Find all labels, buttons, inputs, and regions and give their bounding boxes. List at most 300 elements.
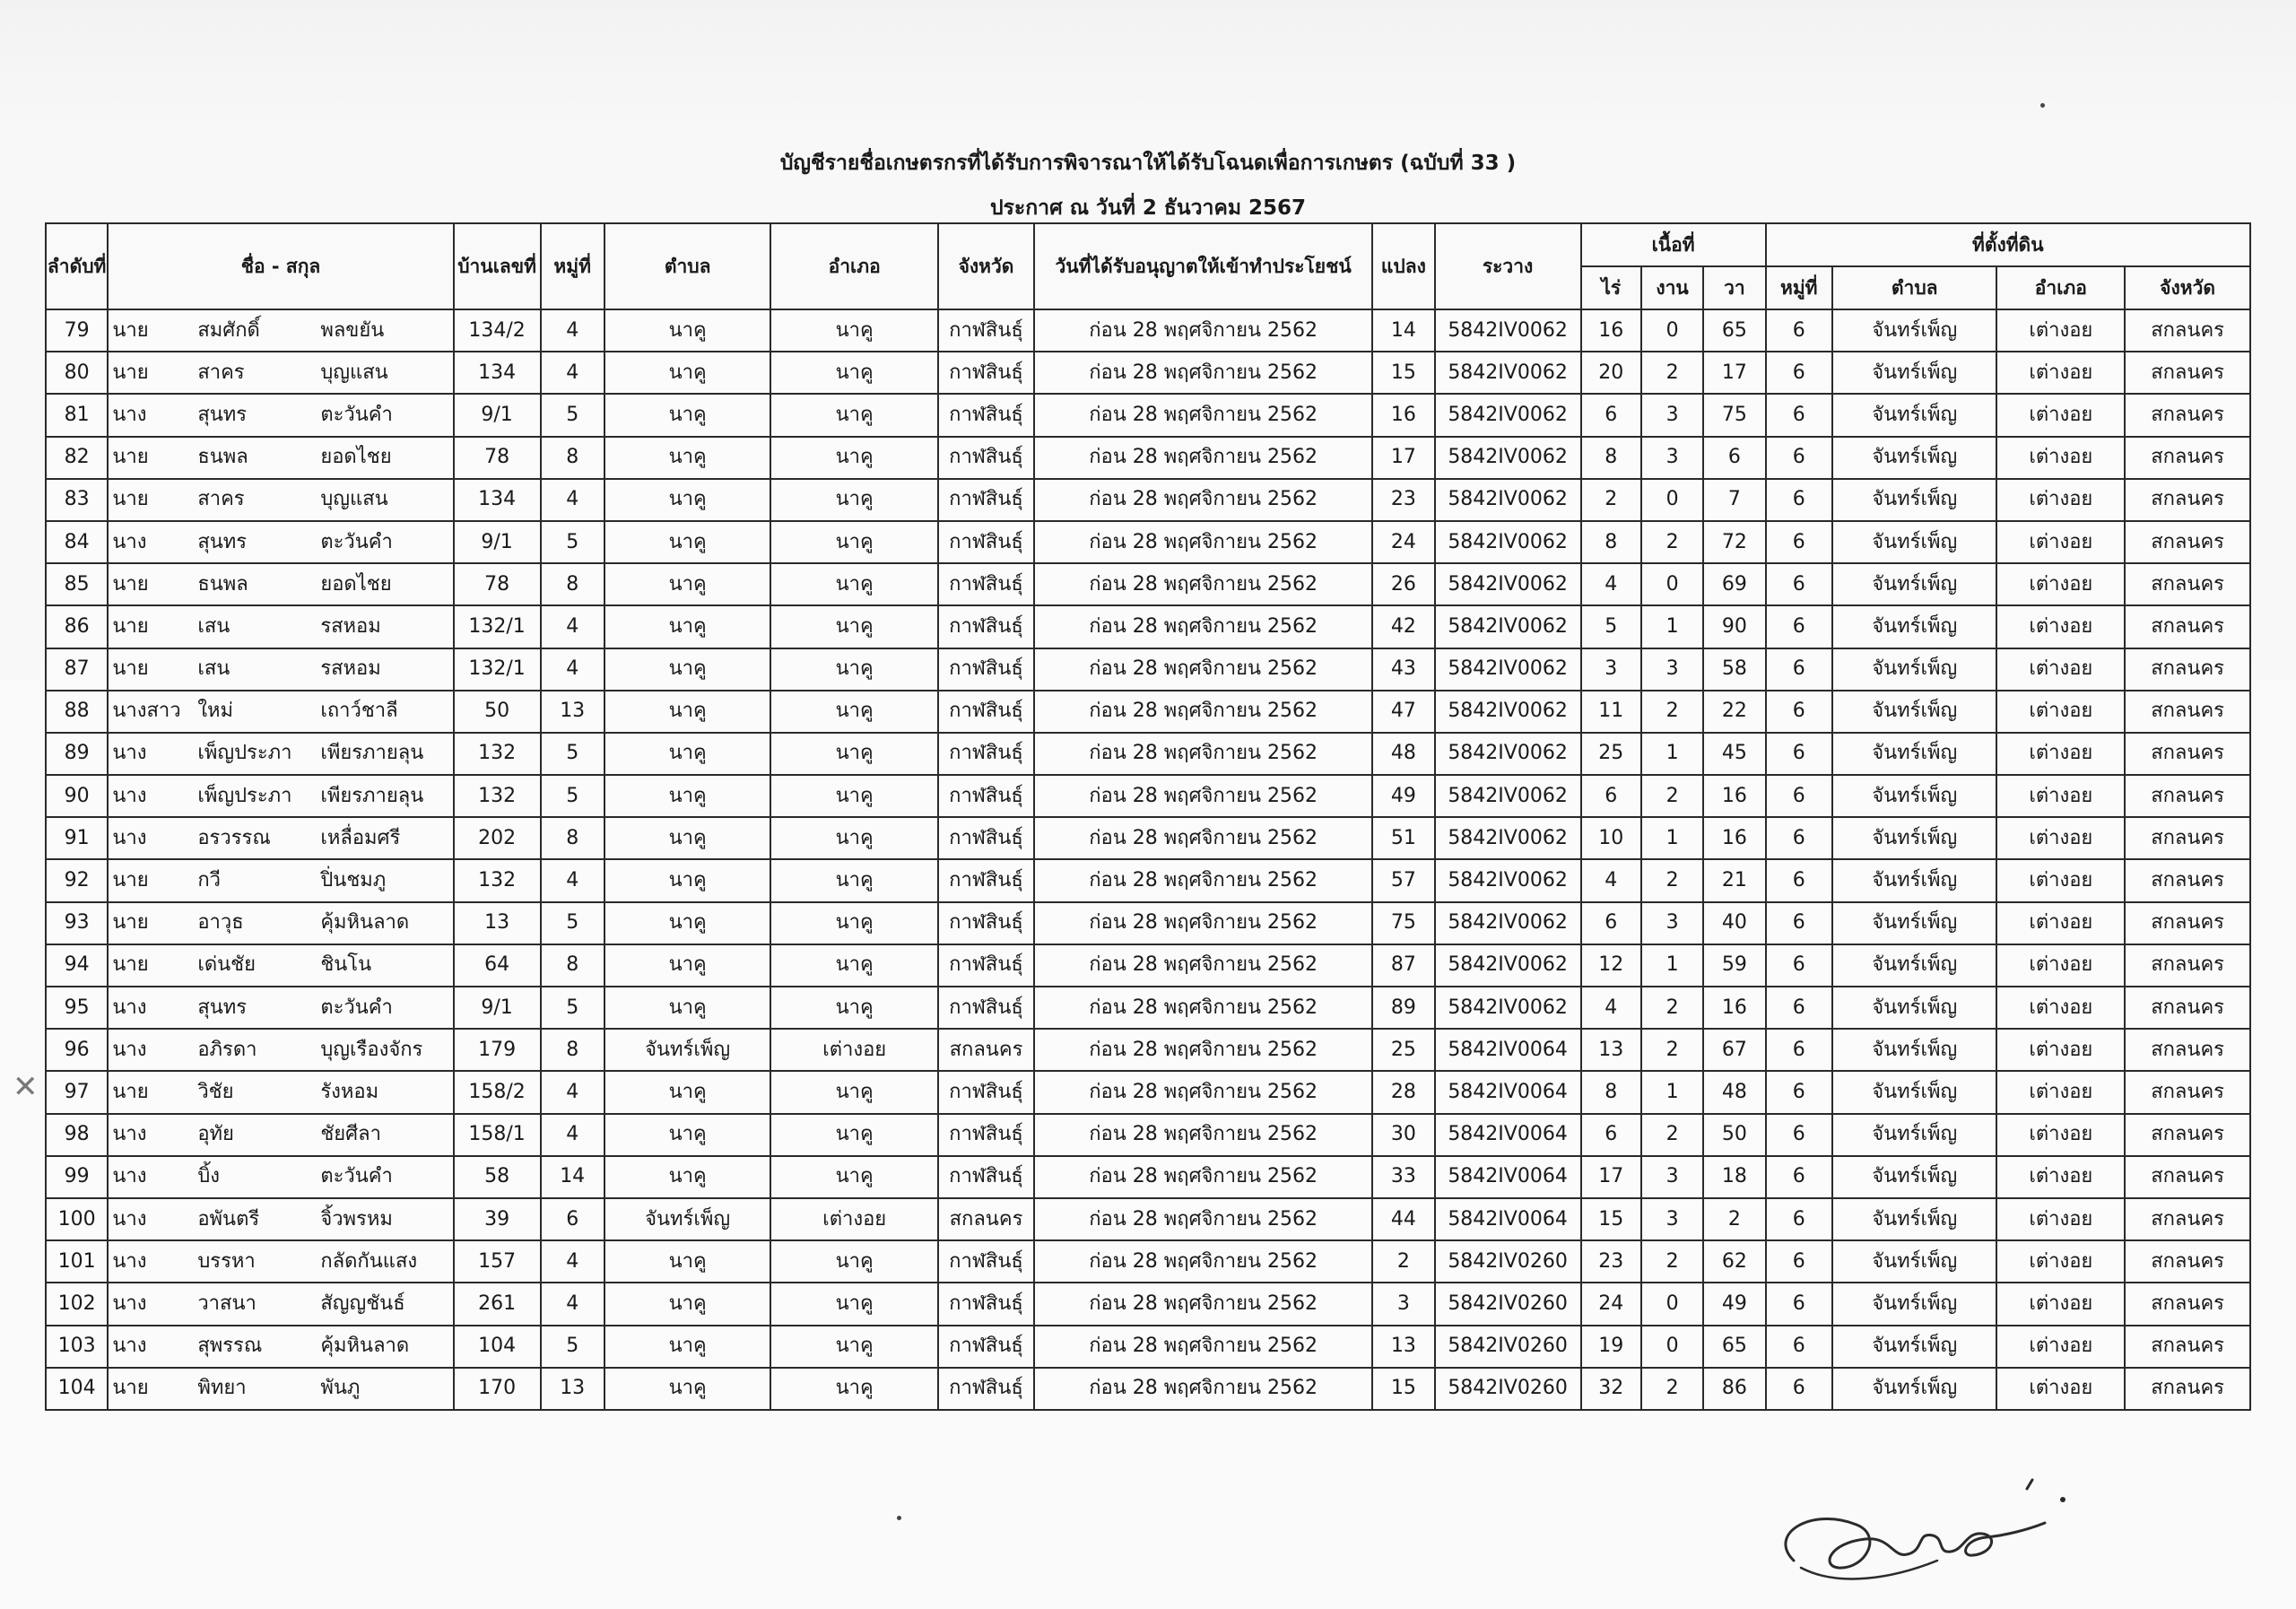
cell-tambon: นาคู — [604, 1326, 771, 1368]
cell-house: 157 — [454, 1240, 541, 1283]
cell-ltambon: จันทร์เพ็ญ — [1832, 775, 1997, 817]
cell-wa: 75 — [1703, 394, 1765, 436]
cell-no: 88 — [46, 691, 108, 733]
name-prefix: นาง — [112, 1335, 147, 1358]
cell-rai: 32 — [1581, 1368, 1641, 1410]
table-row — [46, 437, 2250, 479]
cell-sheet: 5842IV0062 — [1435, 605, 1581, 648]
cell-date: ก่อน 28 พฤศจิกายน 2562 — [1034, 1114, 1372, 1156]
table-row — [46, 1283, 2250, 1325]
cell-ltambon: จันทร์เพ็ญ — [1832, 859, 1997, 901]
cell-ltambon: จันทร์เพ็ญ — [1832, 902, 1997, 944]
cell-province: กาฬสินธุ์ — [938, 1240, 1034, 1283]
cell-no: 81 — [46, 394, 108, 436]
cell-lprovince: สกลนคร — [2125, 1368, 2250, 1410]
cell-province: กาฬสินธุ์ — [938, 944, 1034, 987]
cell-lmoo: 6 — [1766, 1283, 1832, 1325]
cell-plot: 43 — [1372, 648, 1434, 691]
cell-province: กาฬสินธุ์ — [938, 648, 1034, 691]
cell-plot: 89 — [1372, 987, 1434, 1029]
cell-lamphoe: เต่างอย — [1996, 521, 2125, 563]
cell-plot: 23 — [1372, 479, 1434, 521]
name-first: อพันตรี — [197, 1207, 260, 1231]
cell-house: 39 — [454, 1198, 541, 1240]
header-land-amphoe: อำเภอ — [1996, 266, 2125, 309]
name-prefix: นาย — [112, 572, 149, 596]
cell-ngan: 0 — [1641, 1283, 1703, 1325]
table-row — [46, 1198, 2250, 1240]
cell-lprovince: สกลนคร — [2125, 1071, 2250, 1113]
cell-tambon: นาคู — [604, 394, 771, 436]
cell-ngan: 2 — [1641, 1240, 1703, 1283]
cell-rai: 6 — [1581, 902, 1641, 944]
name-last: พลขยัน — [320, 318, 385, 342]
cell-lmoo: 6 — [1766, 1368, 1832, 1410]
cell-moo: 5 — [541, 394, 604, 436]
cell-province: กาฬสินธุ์ — [938, 479, 1034, 521]
document-title: บัญชีรายชื่อเกษตรกรที่ได้รับการพิจารณาให้ได้รับโฉนดเพื่อการเกษตร (ฉบับที่ 33 ) — [779, 152, 1517, 175]
name-prefix: นางสาว — [112, 700, 181, 723]
cell-sheet: 5842IV0062 — [1435, 352, 1581, 394]
cell-amphoe: นาคู — [770, 648, 938, 691]
cell-no: 95 — [46, 987, 108, 1029]
cell-province: กาฬสินธุ์ — [938, 521, 1034, 563]
cell-ltambon: จันทร์เพ็ญ — [1832, 1114, 1997, 1156]
cell-lamphoe: เต่างอย — [1996, 1071, 2125, 1113]
cell-lprovince: สกลนคร — [2125, 309, 2250, 352]
cell-moo: 13 — [541, 1368, 604, 1410]
cell-ltambon: จันทร์เพ็ญ — [1832, 691, 1997, 733]
cell-rai: 6 — [1581, 1114, 1641, 1156]
cell-sheet: 5842IV0062 — [1435, 437, 1581, 479]
scan-speck — [2040, 103, 2045, 108]
document-subtitle: ประกาศ ณ วันที่ 2 ธันวาคม 2567 — [989, 196, 1307, 220]
cell-ngan: 3 — [1641, 437, 1703, 479]
cell-date: ก่อน 28 พฤศจิกายน 2562 — [1034, 1156, 1372, 1198]
cell-no: 92 — [46, 859, 108, 901]
cell-ngan: 0 — [1641, 1326, 1703, 1368]
cell-amphoe: นาคู — [770, 352, 938, 394]
name-first: สุนทร — [197, 996, 248, 1019]
cell-tambon: นาคู — [604, 1071, 771, 1113]
cell-no: 102 — [46, 1283, 108, 1325]
cell-ngan: 1 — [1641, 605, 1703, 648]
cell-amphoe: เต่างอย — [770, 1029, 938, 1071]
roster-body — [46, 309, 2250, 1410]
cell-lprovince: สกลนคร — [2125, 648, 2250, 691]
cell-plot: 51 — [1372, 817, 1434, 859]
name-last: คุ้มหินลาด — [320, 1335, 410, 1358]
cell-wa: 86 — [1703, 1368, 1765, 1410]
cell-wa: 50 — [1703, 1114, 1765, 1156]
cell-lmoo: 6 — [1766, 605, 1832, 648]
name-last: ตะวันคำ — [320, 530, 393, 553]
cell-tambon: นาคู — [604, 817, 771, 859]
cell-moo: 8 — [541, 944, 604, 987]
cell-province: สกลนคร — [938, 1029, 1034, 1071]
cell-lamphoe: เต่างอย — [1996, 479, 2125, 521]
name-prefix: นาง — [112, 742, 147, 765]
name-prefix: นาย — [112, 614, 149, 638]
cell-tambon: นาคู — [604, 1368, 771, 1410]
cell-date: ก่อน 28 พฤศจิกายน 2562 — [1034, 648, 1372, 691]
cell-moo: 14 — [541, 1156, 604, 1198]
cell-no: 99 — [46, 1156, 108, 1198]
cell-ngan: 1 — [1641, 817, 1703, 859]
cell-sheet: 5842IV0062 — [1435, 648, 1581, 691]
cell-lamphoe: เต่างอย — [1996, 605, 2125, 648]
name-first: ใหม่ — [197, 700, 234, 723]
cell-date: ก่อน 28 พฤศจิกายน 2562 — [1034, 1368, 1372, 1410]
cell-moo: 5 — [541, 902, 604, 944]
header-moo: หมู่ที่ — [541, 223, 604, 309]
cell-lmoo: 6 — [1766, 817, 1832, 859]
cell-no: 100 — [46, 1198, 108, 1240]
cell-sheet: 5842IV0062 — [1435, 309, 1581, 352]
cell-ngan: 3 — [1641, 648, 1703, 691]
name-last: บุญแสน — [320, 361, 388, 384]
cell-no: 80 — [46, 352, 108, 394]
cell-lprovince: สกลนคร — [2125, 691, 2250, 733]
name-last: จิ้วพรหม — [320, 1207, 393, 1231]
cell-moo: 6 — [541, 1198, 604, 1240]
cell-rai: 6 — [1581, 394, 1641, 436]
header-land-location: ที่ตั้งที่ดิน — [1766, 223, 2250, 266]
cell-sheet: 5842IV0260 — [1435, 1240, 1581, 1283]
cell-no: 86 — [46, 605, 108, 648]
cell-tambon: นาคู — [604, 1156, 771, 1198]
cell-rai: 19 — [1581, 1326, 1641, 1368]
cell-lmoo: 6 — [1766, 859, 1832, 901]
cell-ltambon: จันทร์เพ็ญ — [1832, 944, 1997, 987]
pen-mark-x: ✕ — [13, 1069, 39, 1105]
cell-ltambon: จันทร์เพ็ญ — [1832, 1198, 1997, 1240]
cell-plot: 15 — [1372, 352, 1434, 394]
cell-moo: 13 — [541, 691, 604, 733]
scan-speck — [897, 1516, 901, 1520]
cell-plot: 24 — [1372, 521, 1434, 563]
cell-ltambon: จันทร์เพ็ญ — [1832, 648, 1997, 691]
header-name: ชื่อ - สกุล — [108, 223, 453, 309]
cell-lamphoe: เต่างอย — [1996, 1156, 2125, 1198]
cell-ltambon: จันทร์เพ็ญ — [1832, 521, 1997, 563]
cell-house: 64 — [454, 944, 541, 987]
table-row — [46, 521, 2250, 563]
cell-sheet: 5842IV0260 — [1435, 1283, 1581, 1325]
cell-amphoe: นาคู — [770, 1240, 938, 1283]
header-plot: แปลง — [1372, 223, 1434, 309]
cell-moo: 5 — [541, 733, 604, 775]
cell-province: กาฬสินธุ์ — [938, 691, 1034, 733]
cell-wa: 59 — [1703, 944, 1765, 987]
cell-tambon: นาคู — [604, 309, 771, 352]
cell-province: กาฬสินธุ์ — [938, 859, 1034, 901]
cell-plot: 14 — [1372, 309, 1434, 352]
cell-date: ก่อน 28 พฤศจิกายน 2562 — [1034, 352, 1372, 394]
cell-lmoo: 6 — [1766, 1071, 1832, 1113]
cell-lmoo: 6 — [1766, 1198, 1832, 1240]
cell-tambon: นาคู — [604, 944, 771, 987]
cell-lamphoe: เต่างอย — [1996, 1029, 2125, 1071]
cell-province: กาฬสินธุ์ — [938, 775, 1034, 817]
cell-ltambon: จันทร์เพ็ญ — [1832, 1071, 1997, 1113]
cell-name — [108, 648, 453, 691]
cell-name — [108, 521, 453, 563]
cell-plot: 57 — [1372, 859, 1434, 901]
cell-house: 132 — [454, 859, 541, 901]
cell-house: 104 — [454, 1326, 541, 1368]
header-land-tambon: ตำบล — [1832, 266, 1997, 309]
cell-tambon: นาคู — [604, 437, 771, 479]
cell-wa: 2 — [1703, 1198, 1765, 1240]
cell-rai: 6 — [1581, 775, 1641, 817]
cell-ngan: 1 — [1641, 733, 1703, 775]
cell-amphoe: นาคู — [770, 1114, 938, 1156]
cell-lamphoe: เต่างอย — [1996, 817, 2125, 859]
cell-moo: 4 — [541, 309, 604, 352]
name-prefix: นาง — [112, 784, 147, 807]
header-land-moo: หมู่ที่ — [1766, 266, 1832, 309]
cell-tambon: นาคู — [604, 691, 771, 733]
name-last: ตะวันคำ — [320, 403, 393, 426]
cell-amphoe: นาคู — [770, 1283, 938, 1325]
cell-lamphoe: เต่างอย — [1996, 1368, 2125, 1410]
cell-date: ก่อน 28 พฤศจิกายน 2562 — [1034, 775, 1372, 817]
cell-wa: 90 — [1703, 605, 1765, 648]
cell-province: กาฬสินธุ์ — [938, 605, 1034, 648]
cell-ngan: 0 — [1641, 563, 1703, 605]
cell-lmoo: 6 — [1766, 775, 1832, 817]
cell-lprovince: สกลนคร — [2125, 437, 2250, 479]
cell-tambon: นาคู — [604, 479, 771, 521]
cell-sheet: 5842IV0062 — [1435, 817, 1581, 859]
cell-name — [108, 1071, 453, 1113]
cell-province: กาฬสินธุ์ — [938, 309, 1034, 352]
cell-date: ก่อน 28 พฤศจิกายน 2562 — [1034, 859, 1372, 901]
cell-moo: 5 — [541, 987, 604, 1029]
cell-moo: 4 — [541, 1114, 604, 1156]
cell-amphoe: นาคู — [770, 309, 938, 352]
cell-tambon: จันทร์เพ็ญ — [604, 1198, 771, 1240]
cell-province: กาฬสินธุ์ — [938, 902, 1034, 944]
cell-wa: 69 — [1703, 563, 1765, 605]
name-prefix: นาย — [112, 318, 149, 342]
cell-province: กาฬสินธุ์ — [938, 1156, 1034, 1198]
name-prefix: นาย — [112, 869, 149, 892]
cell-name — [108, 563, 453, 605]
cell-rai: 24 — [1581, 1283, 1641, 1325]
cell-moo: 4 — [541, 1071, 604, 1113]
header-land-province: จังหวัด — [2125, 266, 2250, 309]
cell-house: 132 — [454, 733, 541, 775]
cell-name — [108, 479, 453, 521]
cell-wa: 58 — [1703, 648, 1765, 691]
cell-moo: 8 — [541, 437, 604, 479]
table-row — [46, 733, 2250, 775]
cell-sheet: 5842IV0064 — [1435, 1029, 1581, 1071]
cell-sheet: 5842IV0062 — [1435, 563, 1581, 605]
cell-lamphoe: เต่างอย — [1996, 648, 2125, 691]
cell-wa: 45 — [1703, 733, 1765, 775]
cell-date: ก่อน 28 พฤศจิกายน 2562 — [1034, 605, 1372, 648]
name-first: อรวรรณ — [197, 826, 271, 849]
cell-date: ก่อน 28 พฤศจิกายน 2562 — [1034, 944, 1372, 987]
name-first: สุพรรณ — [197, 1335, 263, 1358]
cell-lamphoe: เต่างอย — [1996, 437, 2125, 479]
cell-date: ก่อน 28 พฤศจิกายน 2562 — [1034, 1029, 1372, 1071]
name-prefix: นาย — [112, 488, 149, 511]
cell-lamphoe: เต่างอย — [1996, 902, 2125, 944]
cell-amphoe: นาคู — [770, 1368, 938, 1410]
cell-province: กาฬสินธุ์ — [938, 394, 1034, 436]
cell-lprovince: สกลนคร — [2125, 817, 2250, 859]
cell-date: ก่อน 28 พฤศจิกายน 2562 — [1034, 691, 1372, 733]
name-prefix: นาง — [112, 1249, 147, 1273]
header-wa: วา — [1703, 266, 1765, 309]
cell-ngan: 2 — [1641, 1114, 1703, 1156]
cell-province: กาฬสินธุ์ — [938, 817, 1034, 859]
cell-no: 98 — [46, 1114, 108, 1156]
cell-lamphoe: เต่างอย — [1996, 1326, 2125, 1368]
cell-ngan: 3 — [1641, 394, 1703, 436]
cell-no: 101 — [46, 1240, 108, 1283]
cell-moo: 5 — [541, 1326, 604, 1368]
name-prefix: นาย — [112, 911, 149, 935]
cell-no: 94 — [46, 944, 108, 987]
cell-house: 132 — [454, 775, 541, 817]
name-last: พันภู — [320, 1377, 361, 1400]
cell-house: 202 — [454, 817, 541, 859]
cell-province: กาฬสินธุ์ — [938, 733, 1034, 775]
cell-province: กาฬสินธุ์ — [938, 1071, 1034, 1113]
name-first: อภิรดา — [197, 1038, 257, 1061]
cell-lprovince: สกลนคร — [2125, 521, 2250, 563]
name-prefix: นาย — [112, 1080, 149, 1103]
name-last: รังหอม — [320, 1080, 379, 1103]
name-first: สมศักดิ์ — [197, 318, 260, 342]
name-first: วาสนา — [197, 1292, 257, 1315]
cell-moo: 4 — [541, 1240, 604, 1283]
cell-amphoe: นาคู — [770, 902, 938, 944]
name-last: ยอดไชย — [320, 446, 392, 469]
cell-wa: 65 — [1703, 1326, 1765, 1368]
cell-moo: 8 — [541, 1029, 604, 1071]
cell-province: กาฬสินธุ์ — [938, 987, 1034, 1029]
cell-plot: 28 — [1372, 1071, 1434, 1113]
cell-rai: 8 — [1581, 1071, 1641, 1113]
cell-amphoe: นาคู — [770, 605, 938, 648]
cell-amphoe: นาคู — [770, 563, 938, 605]
cell-lprovince: สกลนคร — [2125, 944, 2250, 987]
name-prefix: นาง — [112, 1207, 147, 1231]
cell-tambon: นาคู — [604, 563, 771, 605]
cell-house: 158/2 — [454, 1071, 541, 1113]
cell-plot: 48 — [1372, 733, 1434, 775]
table-row — [46, 309, 2250, 352]
header-permit-date: วันที่ได้รับอนุญาตให้เข้าทำประโยชน์ — [1034, 223, 1372, 309]
name-first: สุนทร — [197, 530, 248, 553]
cell-house: 134/2 — [454, 309, 541, 352]
name-prefix: นาย — [112, 1377, 149, 1400]
table-row — [46, 605, 2250, 648]
name-first: สุนทร — [197, 403, 248, 426]
cell-lamphoe: เต่างอย — [1996, 775, 2125, 817]
cell-ltambon: จันทร์เพ็ญ — [1832, 1156, 1997, 1198]
cell-rai: 8 — [1581, 437, 1641, 479]
cell-wa: 16 — [1703, 775, 1765, 817]
name-first: เด่นชัย — [197, 953, 256, 977]
cell-sheet: 5842IV0062 — [1435, 691, 1581, 733]
cell-amphoe: นาคู — [770, 1326, 938, 1368]
cell-plot: 15 — [1372, 1368, 1434, 1410]
cell-house: 132/1 — [454, 648, 541, 691]
cell-ngan: 0 — [1641, 309, 1703, 352]
cell-sheet: 5842IV0260 — [1435, 1326, 1581, 1368]
name-first: บิ้ง — [197, 1165, 221, 1188]
cell-plot: 17 — [1372, 437, 1434, 479]
cell-lprovince: สกลนคร — [2125, 1283, 2250, 1325]
cell-name — [108, 1156, 453, 1198]
name-prefix: นาย — [112, 361, 149, 384]
name-last: เหลื่อมศรี — [320, 826, 401, 849]
cell-ltambon: จันทร์เพ็ญ — [1832, 352, 1997, 394]
cell-lmoo: 6 — [1766, 648, 1832, 691]
cell-no: 103 — [46, 1326, 108, 1368]
cell-name — [108, 1240, 453, 1283]
table-row — [46, 775, 2250, 817]
name-last: รสหอม — [320, 657, 381, 681]
cell-ltambon: จันทร์เพ็ญ — [1832, 309, 1997, 352]
cell-ngan: 2 — [1641, 691, 1703, 733]
cell-ltambon: จันทร์เพ็ญ — [1832, 987, 1997, 1029]
cell-rai: 13 — [1581, 1029, 1641, 1071]
header-no: ลำดับที่ — [46, 223, 108, 309]
cell-lprovince: สกลนคร — [2125, 733, 2250, 775]
name-first: เสน — [197, 657, 230, 681]
cell-rai: 10 — [1581, 817, 1641, 859]
cell-no: 82 — [46, 437, 108, 479]
cell-moo: 4 — [541, 605, 604, 648]
cell-house: 134 — [454, 479, 541, 521]
cell-date: ก่อน 28 พฤศจิกายน 2562 — [1034, 309, 1372, 352]
cell-no: 97 — [46, 1071, 108, 1113]
name-last: คุ้มหินลาด — [320, 911, 410, 935]
cell-date: ก่อน 28 พฤศจิกายน 2562 — [1034, 521, 1372, 563]
cell-lamphoe: เต่างอย — [1996, 1198, 2125, 1240]
name-last: สัญญชันธ์ — [320, 1292, 405, 1315]
cell-province: กาฬสินธุ์ — [938, 1326, 1034, 1368]
cell-tambon: นาคู — [604, 859, 771, 901]
table-row — [46, 352, 2250, 394]
cell-lmoo: 6 — [1766, 479, 1832, 521]
cell-lmoo: 6 — [1766, 1029, 1832, 1071]
cell-plot: 49 — [1372, 775, 1434, 817]
cell-lmoo: 6 — [1766, 1326, 1832, 1368]
header-sheet: ระวาง — [1435, 223, 1581, 309]
cell-amphoe: นาคู — [770, 479, 938, 521]
table-row — [46, 1368, 2250, 1410]
cell-province: กาฬสินธุ์ — [938, 1283, 1034, 1325]
cell-ngan: 2 — [1641, 1029, 1703, 1071]
cell-lmoo: 6 — [1766, 902, 1832, 944]
name-last: เพียรภายลุน — [320, 784, 424, 807]
cell-ltambon: จันทร์เพ็ญ — [1832, 733, 1997, 775]
cell-province: กาฬสินธุ์ — [938, 437, 1034, 479]
cell-lprovince: สกลนคร — [2125, 394, 2250, 436]
cell-date: ก่อน 28 พฤศจิกายน 2562 — [1034, 817, 1372, 859]
cell-plot: 2 — [1372, 1240, 1434, 1283]
cell-name — [108, 437, 453, 479]
